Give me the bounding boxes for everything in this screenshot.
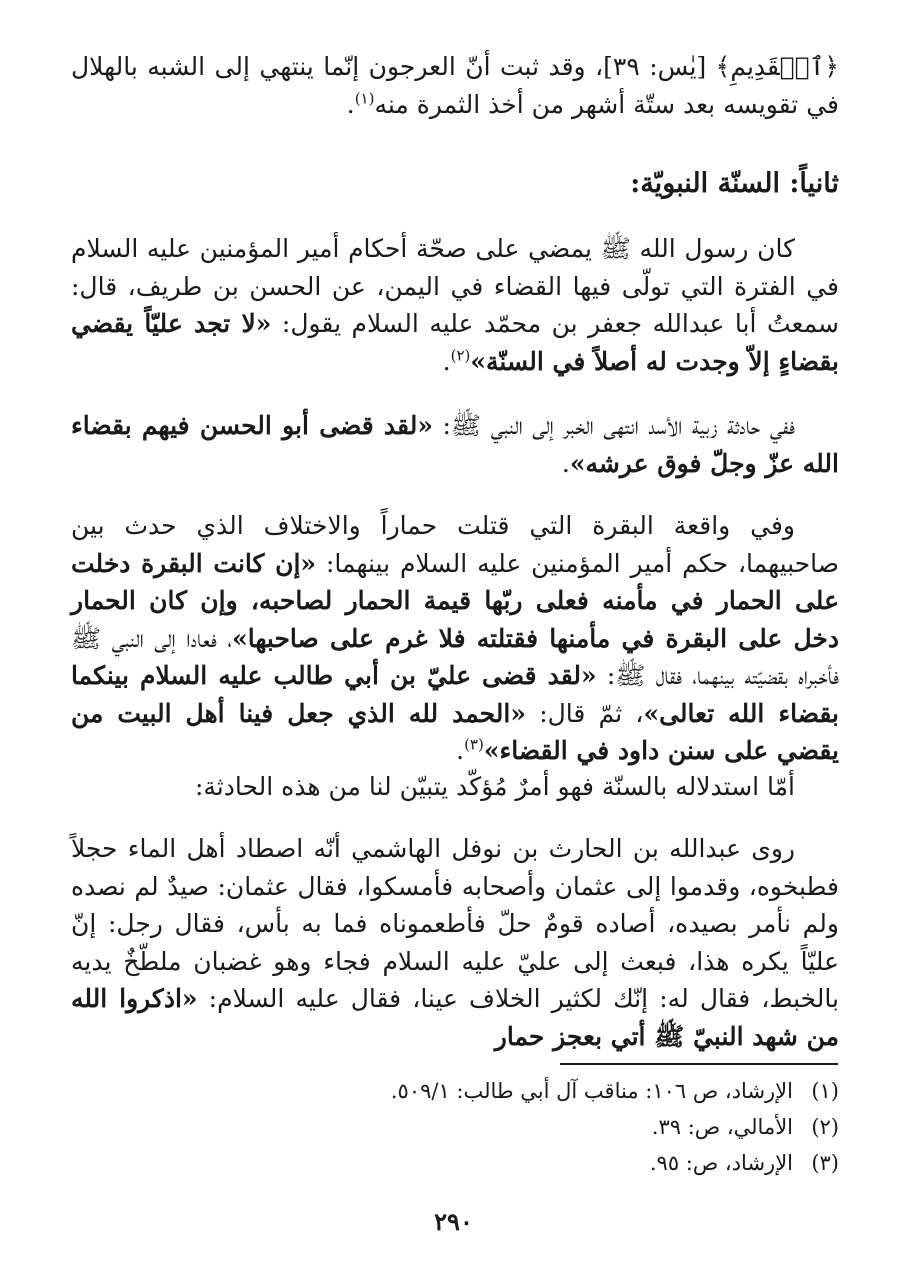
paragraph-5 [71, 830, 839, 1055]
intro-text: ﴿ٱلۡقَدِيمِ﴾ [يٰس: ٣٩]، وقد ثبت أنّ العرجون إنّما ينتهي إلى الشبه بالهلال في تقويسه بعد ستّة أشهر من أخذ الثمرة منه [71, 52, 840, 119]
paragraph-3-text-c: ، ثمّ قال: [526, 698, 644, 728]
footnote-item [71, 1145, 839, 1181]
paragraph-5-text: روى عبدالله بن الحارث بن نوفل الهاشمي أنّه اصطاد أهل الماء حجلاً فطبخوه، وقدموا إلى عثمان وأصحابه فأمسكوا، فقال عثمان: صيدٌ لم نصده ولم نأمر بصيده، أصاده قومٌ حلّ فأطعموناه فما به بأس، فقال رجل: إنّ عليّاً يكره هذا، فبعث إلى عليّ عليه السلام فجاء وهو غضبان ملطّخٌ يديه بالخبط، فقال له: إنّك لكثير الخلاف عينا، فقال عليه السلام: [71, 834, 839, 1013]
footnote-item [71, 1073, 839, 1109]
section-heading: ثانياً: السنّة النبويّة: [630, 168, 839, 199]
paragraph-2 [71, 407, 839, 482]
footnote-divider [560, 1063, 838, 1065]
footnote-ref-3[interactable]: (٣) [464, 735, 484, 754]
paragraph-5-quote: «اذكروا الله من شهد النبيّ ﷺ أتي بعجز حمار [71, 984, 839, 1051]
paragraph-3-quote-c: «الحمد لله الذي جعل فينا أهل البيت من يقضي على سنن داود في القضاء» [71, 698, 839, 765]
paragraph-3-quote-b: «لقد قضى عليّ بن أبي طالب عليه السلام بينكما بقضاء الله تعالى» [71, 661, 839, 728]
footnote-item [71, 1109, 839, 1145]
footnote-number: (٣) [811, 1151, 839, 1175]
paragraph-2-quote: «لقد قضى أبو الحسن فيهم بقضاء الله عزّ وجلّ فوق عرشه» [71, 411, 839, 478]
paragraph-3 [71, 507, 839, 770]
paragraph-3-end: . [456, 736, 465, 765]
footnote-text: الأمالي، ص: ٣٩. [651, 1115, 793, 1139]
page-number: ٢٩٠ [434, 1207, 473, 1236]
intro-end: . [346, 89, 355, 119]
paragraph-4: أمّا استدلاله بالسنّة فهو أمرٌ مُؤكّد يتبيّن لنا من هذه الحادثة: [194, 772, 795, 801]
intro-paragraph [71, 48, 839, 123]
paragraph-3-text-a: وفي واقعة البقرة التي قتلت حماراً والاختلاف الذي حدث بين صاحبيهما، حكم أمير المؤمنين عليه السلام بينهما: [71, 511, 840, 578]
footnote-number: (١) [811, 1079, 839, 1103]
footnote-ref-1[interactable]: (١) [354, 89, 375, 108]
footnotes [71, 1073, 839, 1181]
paragraph-3-text-b: ، فعادا إلى النبي ﷺ فأخبراه بقضيّته بينهما، فقال ﷺ: [71, 623, 840, 690]
footnote-ref-2[interactable]: (٢) [450, 346, 471, 365]
paragraph-1-text: كان رسول الله ﷺ يمضي على صحّة أحكام أمير المؤمنين عليه السلام في الفترة التي تولّى فيها القضاء في اليمن، عن الحسن بن طريف، قال: سمعتُ أبا عبدالله جعفر بن محمّد عليه السلام يقول: [71, 234, 839, 338]
paragraph-1-end: . [442, 346, 451, 376]
footnote-text: الإرشاد، ص ١٠٦: مناقب آل أبي طالب: ٥٠٩/١. [390, 1079, 793, 1103]
paragraph-3-quote-a: «إن كانت البقرة دخلت على الحمار في مأمنه فعلى ربّها قيمة الحمار لصاحبه، وإن كان الحمار دخل على البقرة في مأمنها فقتلته فلا غرم على صاحبها» [71, 548, 839, 653]
footnote-text: الإرشاد، ص: ٩٥. [649, 1151, 793, 1175]
footnote-number: (٢) [811, 1115, 839, 1139]
paragraph-2-end: . [561, 448, 570, 478]
paragraph-2-text: ففي حادثة زبية الأسد انتهى الخبر إلى النبي ﷺ: [432, 411, 795, 440]
paragraph-1 [71, 230, 839, 380]
paragraph-1-quote: «لا تجد عليّاً يقضي بقضاءٍ إلاّ وجدت له أصلاً في السنّة» [71, 309, 839, 376]
